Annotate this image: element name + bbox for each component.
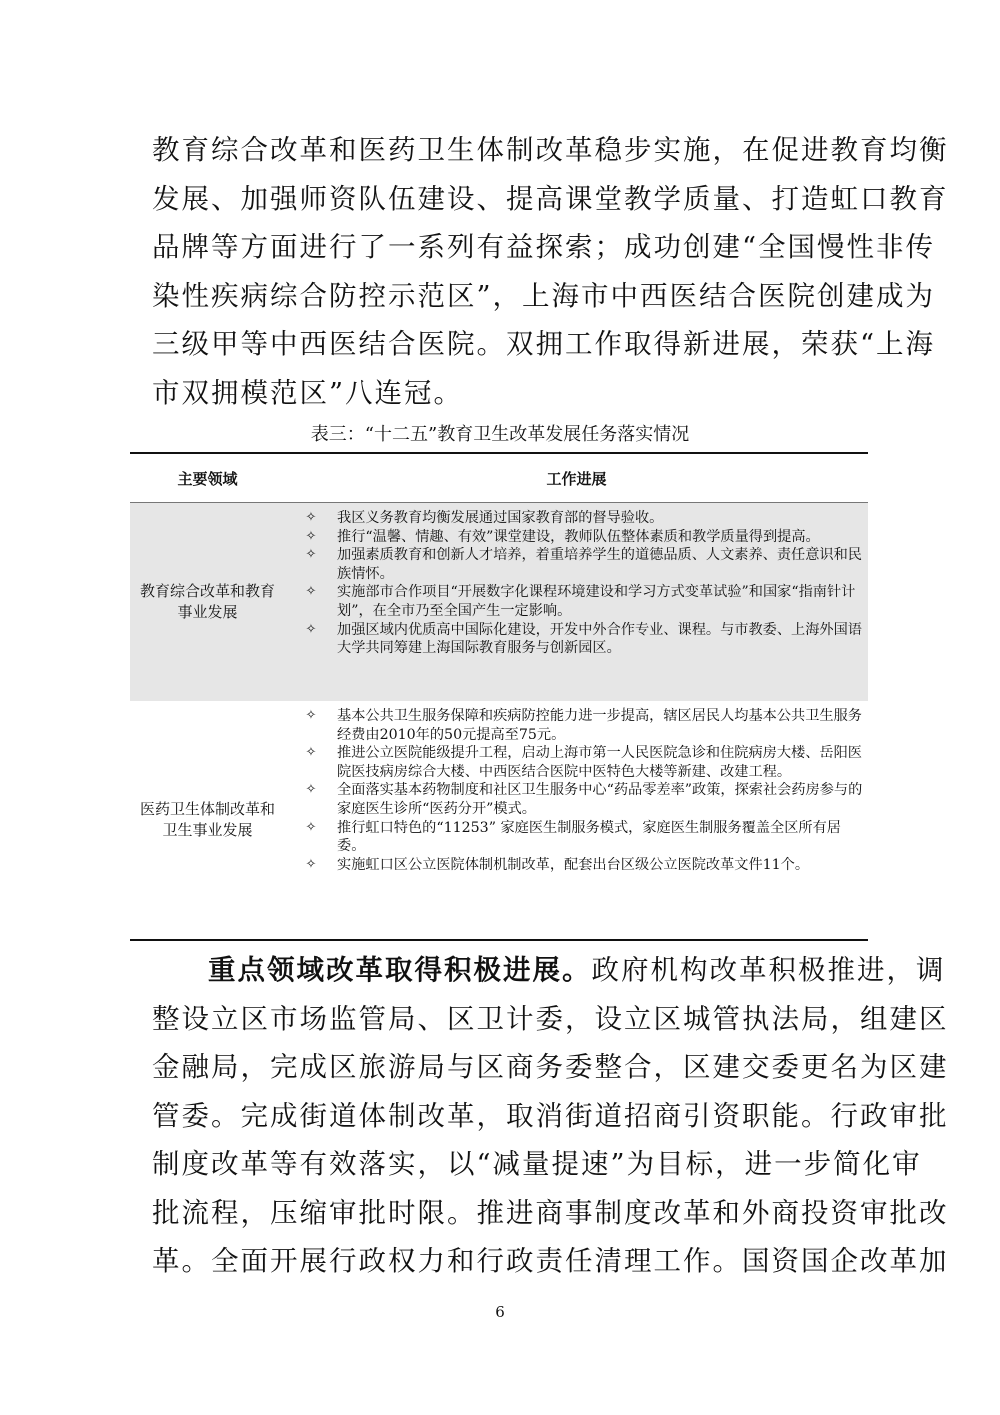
paragraph-line: 整设立区市场监管局、区卫计委，设立区城管执法局，组建区 [152, 1002, 949, 1035]
progress-table [130, 452, 868, 941]
paragraph-line: 品牌等方面进行了一系列有益探索；成功创建“全国慢性非传 [152, 231, 936, 263]
reform-paragraph [152, 946, 949, 1286]
page-number: 6 [495, 1303, 505, 1321]
paragraph-line: 市双拥模范区”八连冠。 [152, 376, 464, 409]
list-item: ✧ 基本公共卫生服务保障和疾病防控能力进一步提高，辖区居民人均基本公共卫生服务经费由2010年的50元提高至75元。 [285, 707, 864, 744]
paragraph-line: 制度改革等有效落实，以“减量提速”为目标，进一步简化审 [152, 1148, 922, 1180]
row-items [285, 503, 868, 701]
diamond-bullet-icon: ✧ [305, 584, 317, 600]
diamond-bullet-icon: ✧ [305, 745, 317, 761]
header-area: 主要领域 [177, 469, 238, 488]
list-item: ✧ 实施虹口区公立医院体制机制改革，配套出台区级公立医院改革文件11个。 [285, 856, 864, 875]
intro-paragraph [152, 126, 949, 417]
row-area-label: 医药卫生体制改革和卫生事业发展 [139, 800, 275, 839]
diamond-bullet-icon: ✧ [305, 708, 317, 723]
row-area-label: 教育综合改革和教育事业发展 [139, 582, 275, 621]
list-item: ✧ 推行“温馨、情趣、有效”课堂建设，教师队伍整体素质和教学质量得到提高。 [285, 528, 864, 547]
diamond-bullet-icon: ✧ [305, 528, 317, 544]
paragraph-line: 重点领域改革取得积极进展。政府机构改革积极推进，调 [208, 954, 946, 986]
paragraph-line: 染性疾病综合防控示范区”，上海市中西医结合医院创建成为 [152, 279, 936, 312]
list-item: ✧ 推行虹口特色的“11253” 家庭医生制服务模式，家庭医生制服务覆盖全区所有居委。 [285, 819, 864, 856]
paragraph-line: 三级甲等中西医结合医院。双拥工作取得新进展，荣获“上海 [152, 328, 936, 360]
paragraph-line: 教育综合改革和医药卫生体制改革稳步实施，在促进教育均衡 [152, 134, 949, 166]
table-header [130, 454, 868, 503]
row-items [285, 701, 868, 939]
paragraph-line: 金融局，完成区旅游局与区商务委整合，区建交委更名为区建 [152, 1051, 949, 1083]
table-row-health [130, 701, 868, 939]
diamond-bullet-icon: ✧ [305, 782, 317, 798]
section-lead: 重点领域改革取得积极进展。 [208, 954, 592, 986]
diamond-bullet-icon: ✧ [305, 856, 317, 872]
table-row-education [130, 503, 868, 701]
list-item: ✧ 实施部市合作项目“开展数字化课程环境建设和学习方式变革试验”和国家“指南针计划”，在全市乃至全国产生一定影响。 [285, 583, 864, 620]
list-item: ✧ 推进公立医院能级提升工程，启动上海市第一人民医院急诊和住院病房大楼、岳阳医院医技病房综合大楼、中西医结合医院中医特色大楼等新建、改建工程。 [285, 744, 864, 781]
list-item: ✧ 全面落实基本药物制度和社区卫生服务中心“药品零差率”政策，探索社会药房参与的家庭医生诊所“医药分开”模式。 [285, 781, 864, 818]
paragraph-line: 发展、加强师资队伍建设、提高课堂教学质量、打造虹口教育 [152, 182, 949, 215]
diamond-bullet-icon: ✧ [305, 819, 317, 835]
paragraph-line: 管委。完成街道体制改革，取消街道招商引资职能。行政审批 [152, 1099, 949, 1132]
list-item: ✧ 加强区域内优质高中国际化建设，开发中外合作专业、课程。与市教委、上海外国语大学共同筹建上海国际教育服务与创新园区。 [285, 621, 864, 658]
paragraph-line: 批流程，压缩审批时限。推进商事制度改革和外商投资审批改 [152, 1196, 949, 1229]
header-progress: 工作进展 [546, 469, 607, 488]
diamond-bullet-icon: ✧ [305, 621, 317, 637]
diamond-bullet-icon: ✧ [305, 510, 317, 525]
list-item: ✧ 我区义务教育均衡发展通过国家教育部的督导验收。 [285, 509, 864, 528]
table-caption: 表三：“十二五”教育卫生改革发展任务落实情况 [310, 424, 690, 445]
list-item: ✧ 加强素质教育和创新人才培养，着重培养学生的道德品质、人文素养、责任意识和民族情怀。 [285, 546, 864, 583]
diamond-bullet-icon: ✧ [305, 547, 317, 563]
table-bottom-rule [130, 939, 868, 941]
paragraph-line: 革。全面开展行政权力和行政责任清理工作。国资国企改革加 [152, 1245, 949, 1277]
